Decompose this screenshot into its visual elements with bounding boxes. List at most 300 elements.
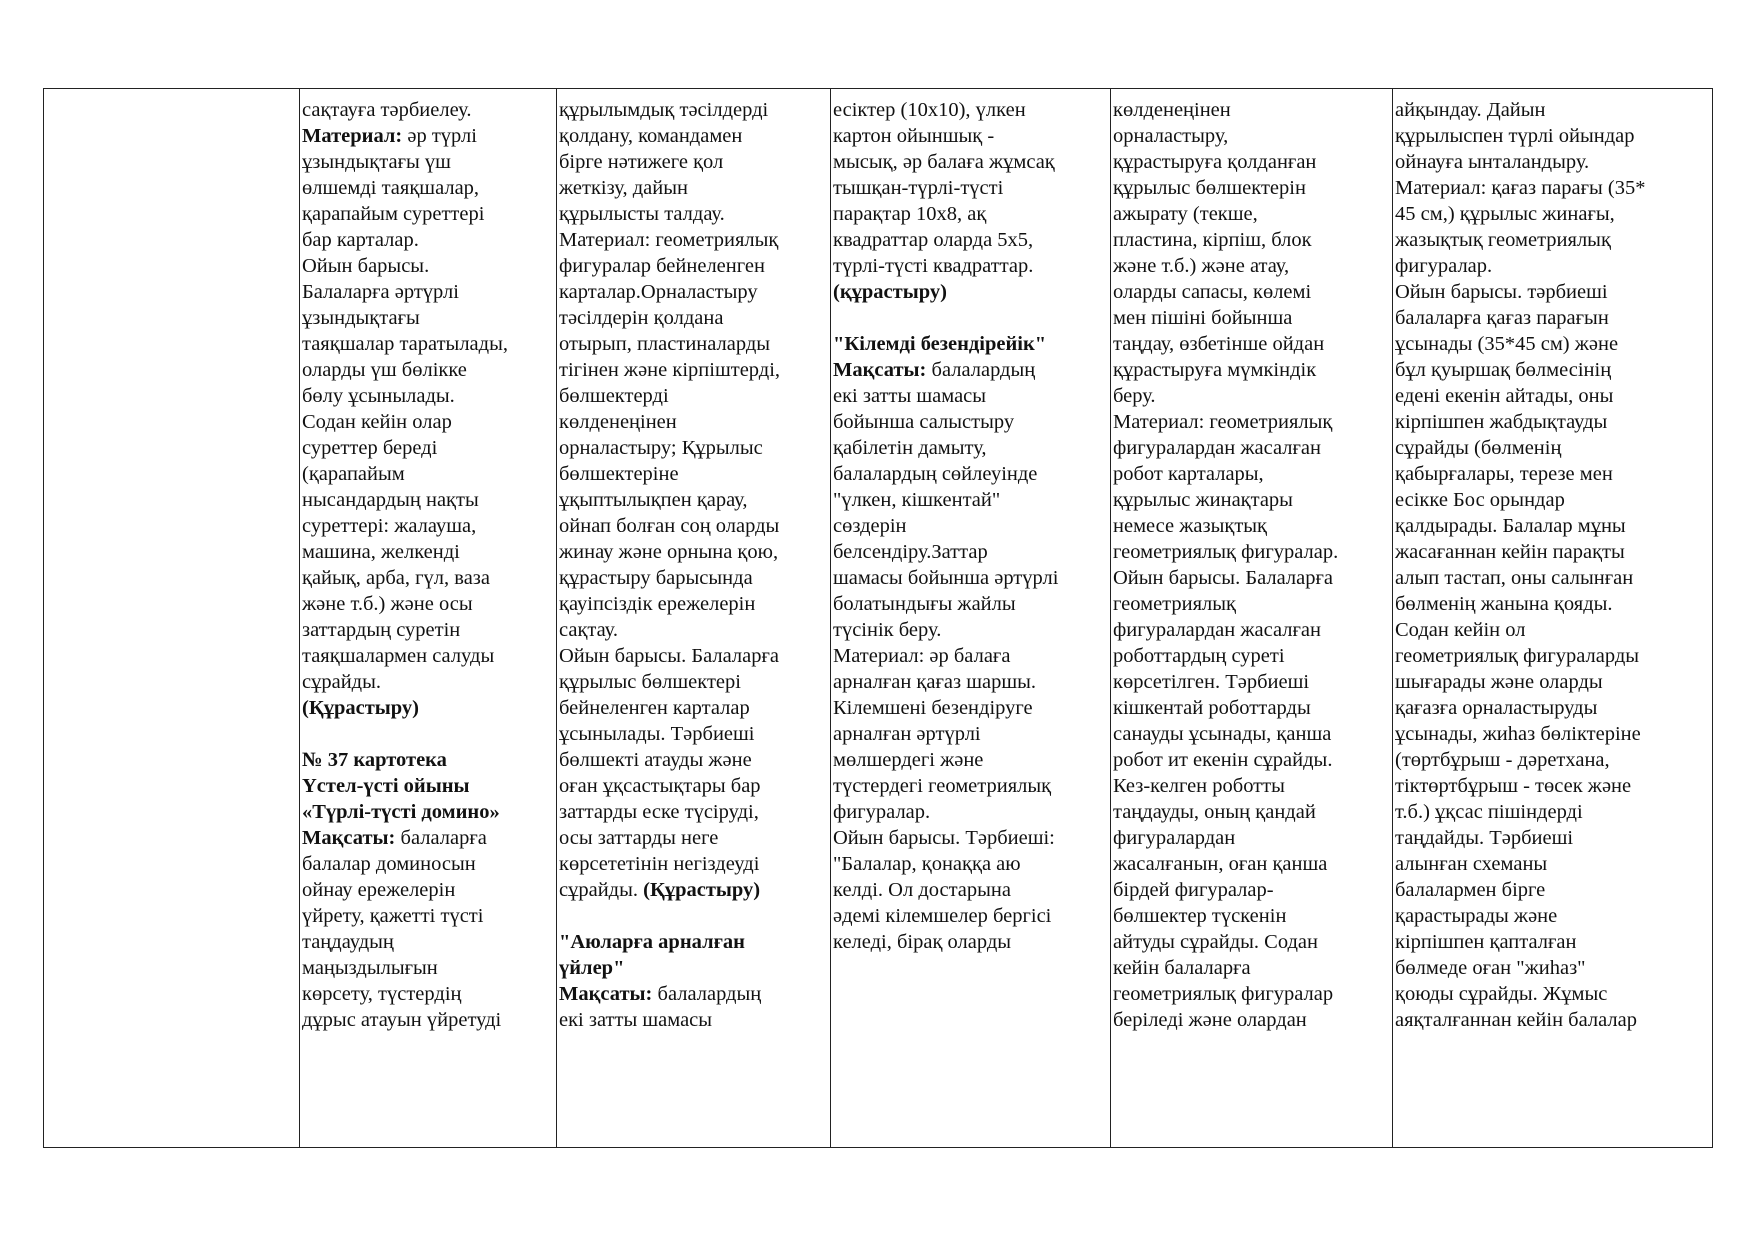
cell-line xyxy=(559,747,828,773)
cell-line xyxy=(833,201,1108,227)
text-run: таяқшалармен салуды xyxy=(302,645,495,667)
cell-line xyxy=(1113,279,1390,305)
text-run: қарастырады және xyxy=(1395,905,1558,927)
table-cell-thursday xyxy=(1111,89,1393,1148)
cell-line xyxy=(302,357,554,383)
text-run: екі затты шамасы xyxy=(833,385,987,407)
text-run: арналған әртүрлі xyxy=(833,723,981,745)
text-run: фигуралар бейнеленген xyxy=(559,255,765,277)
text-run: робот ит екенін сұрайды. xyxy=(1113,749,1333,771)
cell-line xyxy=(1395,279,1710,305)
cell-line xyxy=(1395,669,1710,695)
cell-line xyxy=(302,643,554,669)
text-run: парақтар 10х8, ақ xyxy=(833,203,987,225)
text-run: бөлмеде оған "жиһаз" xyxy=(1395,957,1586,979)
cell-line xyxy=(1113,175,1390,201)
cell-line xyxy=(1395,149,1710,175)
cell-line xyxy=(302,149,554,175)
bold-run: "Кілемді безендірейік" xyxy=(833,333,1047,355)
text-run: балаларға xyxy=(395,827,487,849)
cell-line xyxy=(302,799,554,825)
cell-line xyxy=(1395,981,1710,1007)
cell-line xyxy=(833,773,1108,799)
bold-run: (Құрастыру) xyxy=(302,697,419,719)
cell-line xyxy=(1113,851,1390,877)
text-run: сұрайды. xyxy=(302,671,381,693)
cell-line xyxy=(1113,669,1390,695)
text-run: Ойын барысы. xyxy=(302,255,430,277)
cell-line xyxy=(302,435,554,461)
text-run: балалар доминосын xyxy=(302,853,476,875)
cell-line xyxy=(1113,461,1390,487)
text-run: квадраттар оларда 5х5, xyxy=(833,229,1034,251)
cell-line xyxy=(833,435,1108,461)
cell-line xyxy=(1395,773,1710,799)
cell-line xyxy=(833,929,1108,955)
text-run: жасағаннан кейін парақты xyxy=(1395,541,1625,563)
text-run: бірге нәтижеге қол xyxy=(559,151,724,173)
text-run: алып тастап, оны салынған xyxy=(1395,567,1634,589)
text-run: қауіпсіздік ережелерін xyxy=(559,593,756,615)
cell-line xyxy=(833,487,1108,513)
cell-line xyxy=(559,383,828,409)
cell-line xyxy=(302,955,554,981)
cell-line xyxy=(833,253,1108,279)
cell-line xyxy=(302,565,554,591)
bold-run: Материал: xyxy=(302,125,403,147)
cell-line xyxy=(559,357,828,383)
text-run: тіктөртбұрыш - төсек және xyxy=(1395,775,1632,797)
cell-line xyxy=(559,227,828,253)
text-run: Ойын барысы. тәрбиеші xyxy=(1395,281,1608,303)
cell-line xyxy=(1395,201,1710,227)
text-run: құрастыруға мүмкіндік xyxy=(1113,359,1317,381)
text-run: қабырғалары, терезе мен xyxy=(1395,463,1613,485)
text-run: отырып, пластиналарды xyxy=(559,333,771,355)
bold-run: Үстел-үсті ойыны xyxy=(302,775,470,797)
text-run: мөлшердегі және xyxy=(833,749,984,771)
cell-line xyxy=(559,279,828,305)
cell-line xyxy=(559,695,828,721)
text-run: бөлшекті атауды және xyxy=(559,749,752,771)
cell-line xyxy=(833,97,1108,123)
cell-line xyxy=(302,487,554,513)
bold-run: Мақсаты: xyxy=(302,827,396,849)
text-run: түрлі-түсті квадраттар. xyxy=(833,255,1034,277)
text-run: арналған қағаз шаршы. xyxy=(833,671,1037,693)
text-run: әдемі кілемшелер бергісі xyxy=(833,905,1052,927)
text-run: құрылыс бөлшектерін xyxy=(1113,177,1306,199)
cell-line xyxy=(833,227,1108,253)
text-run: құрылымдық тәсілдерді xyxy=(559,99,769,121)
cell-line xyxy=(559,591,828,617)
text-run: құрылысты талдау. xyxy=(559,203,725,225)
text-run: Кілемшені безендіруге xyxy=(833,697,1033,719)
text-run: суреттері: жалауша, xyxy=(302,515,477,537)
text-run: жасалғанын, оған қанша xyxy=(1113,853,1328,875)
text-run: ұзындықтағы xyxy=(302,307,420,329)
text-run: орналастыру; Құрылыс xyxy=(559,437,763,459)
cell-line xyxy=(833,903,1108,929)
cell-line xyxy=(1395,513,1710,539)
text-run: машина, желкенді xyxy=(302,541,460,563)
text-run: жазықтық геометриялық xyxy=(1395,229,1611,251)
cell-line xyxy=(302,461,554,487)
text-run: балалармен бірге xyxy=(1395,879,1546,901)
cell-line xyxy=(559,409,828,435)
cell-line xyxy=(559,331,828,357)
bold-run: № 37 картотека xyxy=(302,749,447,771)
text-run: санауды ұсынады, қанша xyxy=(1113,723,1332,745)
cell-line xyxy=(559,123,828,149)
text-run: шамасы бойынша әртүрлі xyxy=(833,567,1059,589)
text-run: жеткізу, дайын xyxy=(559,177,688,199)
cell-line xyxy=(1395,1007,1710,1033)
text-run: бөлшектеріне xyxy=(559,463,679,485)
cell-line xyxy=(559,97,828,123)
text-run: белсендіру.Заттар xyxy=(833,541,988,563)
cell-line xyxy=(1113,487,1390,513)
cell-line xyxy=(1395,383,1710,409)
text-run: робот карталары, xyxy=(1113,463,1264,485)
table-cell-friday xyxy=(1393,89,1713,1148)
text-run: аяқталғаннан кейін балалар xyxy=(1395,1009,1637,1031)
cell-line xyxy=(302,513,554,539)
cell-line xyxy=(302,773,554,799)
cell-line xyxy=(1113,825,1390,851)
cell-line xyxy=(1113,227,1390,253)
text-run: шығарады және оларды xyxy=(1395,671,1603,693)
text-run: кішкентай роботтарды xyxy=(1113,697,1311,719)
text-run: кейін балаларға xyxy=(1113,957,1251,979)
cell-line xyxy=(302,123,554,149)
text-run: мен пішіні бойынша xyxy=(1113,307,1293,329)
cell-line xyxy=(559,565,828,591)
cell-line xyxy=(833,565,1108,591)
cell-line xyxy=(1395,747,1710,773)
text-run: және т.б.) және атау, xyxy=(1113,255,1290,277)
text-run: балалардың xyxy=(652,983,762,1005)
table-cell-tuesday xyxy=(557,89,831,1148)
text-run: тышқан-түрлі-түсті xyxy=(833,177,1004,199)
text-run: оларды сапасы, көлемі xyxy=(1113,281,1312,303)
text-run: "үлкен, кішкентай" xyxy=(833,489,1001,511)
cell-line xyxy=(1395,565,1710,591)
text-run: қалдырады. Балалар мұны xyxy=(1395,515,1626,537)
table-cell-wednesday xyxy=(831,89,1111,1148)
text-run: осы заттарды неге xyxy=(559,827,719,849)
cell-line xyxy=(1113,435,1390,461)
cell-line xyxy=(1113,747,1390,773)
text-run: геометриялық xyxy=(1113,593,1236,615)
text-run: құрылыспен түрлі ойындар xyxy=(1395,125,1635,147)
text-run: Ойын барысы. Балаларға xyxy=(559,645,779,667)
cell-line xyxy=(559,305,828,331)
text-run: мысық, әр балаға жұмсақ xyxy=(833,151,1055,173)
cell-line xyxy=(833,123,1108,149)
cell-line xyxy=(833,721,1108,747)
cell-line xyxy=(302,929,554,955)
cell-line xyxy=(833,175,1108,201)
cell-line xyxy=(1395,409,1710,435)
text-run: айтуды сұрайды. Содан xyxy=(1113,931,1318,953)
text-run: көрсету, түстердің xyxy=(302,983,462,1005)
cell-line xyxy=(302,617,554,643)
table-cell-monday xyxy=(300,89,557,1148)
cell-line xyxy=(559,201,828,227)
text-run: 45 см,) құрылыс жинағы, xyxy=(1395,203,1615,225)
cell-line xyxy=(1395,591,1710,617)
text-run: алынған схеманы xyxy=(1395,853,1548,875)
cell-line xyxy=(559,513,828,539)
cell-line xyxy=(1113,643,1390,669)
cell-line xyxy=(1113,253,1390,279)
text-run: ажырату (текше, xyxy=(1113,203,1258,225)
bold-run: Мақсаты: xyxy=(559,983,653,1005)
cell-line xyxy=(833,409,1108,435)
text-run: сақтауға тәрбиелеу. xyxy=(302,99,472,121)
text-run: нысандардың нақты xyxy=(302,489,479,511)
cell-line xyxy=(1395,305,1710,331)
cell-line xyxy=(1113,123,1390,149)
text-run: тәсілдерін қолдана xyxy=(559,307,724,329)
text-run: геометриялық фигураларды xyxy=(1395,645,1640,667)
cell-line xyxy=(1113,513,1390,539)
cell-line xyxy=(1113,331,1390,357)
text-run: қағазға орналастыруды xyxy=(1395,697,1598,719)
cell-line xyxy=(1395,461,1710,487)
cell-line xyxy=(833,877,1108,903)
cell-line xyxy=(1113,305,1390,331)
cell-line xyxy=(1395,877,1710,903)
cell-line xyxy=(1395,123,1710,149)
cell-line xyxy=(1395,357,1710,383)
cell-line xyxy=(833,149,1108,175)
cell-line xyxy=(1113,149,1390,175)
text-run: келеді, бірақ оларды xyxy=(833,931,1012,953)
cell-line xyxy=(302,409,554,435)
cell-line xyxy=(1395,851,1710,877)
cell-line xyxy=(833,383,1108,409)
text-run: беріледі және олардан xyxy=(1113,1009,1307,1031)
text-run: келді. Ол достарына xyxy=(833,879,1012,901)
cell-line xyxy=(302,227,554,253)
text-run: Содан кейін олар xyxy=(302,411,452,433)
cell-line xyxy=(1395,825,1710,851)
text-run: фигуралардан жасалған xyxy=(1113,437,1321,459)
text-run: картон ойыншық - xyxy=(833,125,995,147)
cell-line xyxy=(1113,1007,1390,1033)
text-run: бейнеленген карталар xyxy=(559,697,750,719)
cell-line xyxy=(1395,903,1710,929)
text-run: құрастыру барысында xyxy=(559,567,753,589)
text-run: қоюды сұрайды. Жұмыс xyxy=(1395,983,1608,1005)
cell-line xyxy=(559,851,828,877)
cell-line xyxy=(559,721,828,747)
cell-line xyxy=(302,721,554,747)
cell-line xyxy=(302,539,554,565)
text-run: (қарапайым xyxy=(302,463,405,485)
text-run: дұрыс атауын үйретуді xyxy=(302,1009,502,1031)
cell-line xyxy=(559,669,828,695)
cell-line xyxy=(833,851,1108,877)
text-run: әр түрлі xyxy=(402,125,477,147)
cell-line xyxy=(833,331,1108,357)
text-run: ойнап болған соң оларды xyxy=(559,515,780,537)
cell-line xyxy=(302,201,554,227)
text-run: заттарды еске түсіруді, xyxy=(559,801,759,823)
cell-line xyxy=(302,877,554,903)
text-run: ойнау ережелерін xyxy=(302,879,456,901)
cell-line xyxy=(833,617,1108,643)
cell-line xyxy=(1113,617,1390,643)
lesson-plan-table xyxy=(43,88,1713,1148)
bold-run: "Аюларға арналған xyxy=(559,931,745,953)
cell-line xyxy=(559,487,828,513)
text-run: жинау және орнына қою, xyxy=(559,541,779,563)
text-run: Содан кейін ол xyxy=(1395,619,1526,641)
text-run: Балаларға әртүрлі xyxy=(302,281,459,303)
text-run: бөлу ұсынылады. xyxy=(302,385,455,407)
cell-line xyxy=(1113,97,1390,123)
text-run: беру. xyxy=(1113,385,1156,407)
text-run: оларды үш бөлікке xyxy=(302,359,467,381)
text-run: бірдей фигуралар- xyxy=(1113,879,1274,901)
text-run: ұсынады (35*45 см) және xyxy=(1395,333,1619,355)
cell-line xyxy=(559,1007,828,1033)
cell-line xyxy=(1395,175,1710,201)
cell-line xyxy=(833,695,1108,721)
cell-line xyxy=(559,825,828,851)
text-run: орналастыру, xyxy=(1113,125,1229,147)
text-run: бар карталар. xyxy=(302,229,419,251)
cell-line xyxy=(1395,695,1710,721)
cell-line xyxy=(559,539,828,565)
cell-line xyxy=(302,825,554,851)
text-run: өлшемді таяқшалар, xyxy=(302,177,480,199)
bold-run: «Түрлі-түсті домино» xyxy=(302,801,500,823)
cell-line xyxy=(559,643,828,669)
text-run: геометриялық фигуралар xyxy=(1113,983,1334,1005)
text-run: немесе жазықтық xyxy=(1113,515,1268,537)
cell-line xyxy=(559,877,828,903)
text-run: түсінік беру. xyxy=(833,619,942,641)
text-run: екі затты шамасы xyxy=(559,1009,713,1031)
cell-line xyxy=(1395,539,1710,565)
cell-line xyxy=(302,981,554,1007)
text-run: суреттер береді xyxy=(302,437,438,459)
cell-line xyxy=(1395,227,1710,253)
cell-line xyxy=(1113,981,1390,1007)
cell-line xyxy=(833,461,1108,487)
text-run: таңдаудың xyxy=(302,931,394,953)
text-run: ойнауға ынталандыру. xyxy=(1395,151,1590,173)
text-run: құрастыруға қолданған xyxy=(1113,151,1317,173)
cell-line xyxy=(1113,383,1390,409)
text-run: Ойын барысы. Тәрбиеші: xyxy=(833,827,1055,849)
text-run: таңдайды. Тәрбиеші xyxy=(1395,827,1574,849)
bold-run: үйлер" xyxy=(559,957,625,979)
text-run: үйрету, қажетті түсті xyxy=(302,905,484,927)
text-run: ұсынады, жиһаз бөліктеріне xyxy=(1395,723,1641,745)
text-run: маңыздылығын xyxy=(302,957,438,979)
cell-line xyxy=(833,357,1108,383)
cell-line xyxy=(1395,253,1710,279)
cell-line xyxy=(302,669,554,695)
cell-line xyxy=(833,305,1108,331)
cell-line xyxy=(1113,799,1390,825)
text-run: сұрайды. xyxy=(559,879,644,901)
text-run: Ойын барысы. Балаларға xyxy=(1113,567,1333,589)
cell-line xyxy=(559,175,828,201)
cell-line xyxy=(1395,929,1710,955)
text-run: фигуралардан жасалған xyxy=(1113,619,1321,641)
cell-line xyxy=(302,305,554,331)
cell-line xyxy=(833,799,1108,825)
text-run: түстердегі геометриялық xyxy=(833,775,1052,797)
text-run: бұл қуыршақ бөлмесінің xyxy=(1395,359,1612,381)
cell-line xyxy=(833,669,1108,695)
cell-line xyxy=(559,903,828,929)
text-run: Материал: әр балаға xyxy=(833,645,1011,667)
cell-line xyxy=(1395,617,1710,643)
bold-run: (құрастыру) xyxy=(833,281,947,303)
text-run: балалардың сөйлеуінде xyxy=(833,463,1038,485)
text-run: Материал: қағаз парағы (35* xyxy=(1395,177,1646,199)
cell-line xyxy=(559,435,828,461)
text-run: геометриялық фигуралар. xyxy=(1113,541,1339,563)
text-run: сұрайды (бөлменің xyxy=(1395,437,1562,459)
text-run: қарапайым суреттері xyxy=(302,203,485,225)
text-run: таңдау, өзбетінше ойдан xyxy=(1113,333,1325,355)
cell-line xyxy=(1395,643,1710,669)
text-run: пластина, кірпіш, блок xyxy=(1113,229,1312,251)
text-run: және т.б.) және осы xyxy=(302,593,473,615)
cell-line xyxy=(302,1007,554,1033)
text-run: қайық, арба, гүл, ваза xyxy=(302,567,490,589)
text-run: "Балалар, қонаққа аю xyxy=(833,853,1021,875)
text-run: Материал: геометриялық xyxy=(559,229,779,251)
text-run: айқындау. Дайын xyxy=(1395,99,1546,121)
cell-line xyxy=(833,825,1108,851)
cell-line xyxy=(559,461,828,487)
text-run: болатындығы жайлы xyxy=(833,593,1016,615)
text-run: едені екенін айтады, оны xyxy=(1395,385,1614,407)
cell-line xyxy=(302,591,554,617)
cell-line xyxy=(559,149,828,175)
cell-line xyxy=(1113,695,1390,721)
text-run: таңдауды, оның қандай xyxy=(1113,801,1316,823)
cell-line xyxy=(302,175,554,201)
text-run: роботтардың суреті xyxy=(1113,645,1285,667)
cell-line xyxy=(1395,97,1710,123)
cell-line xyxy=(559,929,828,955)
text-run: құрылыс бөлшектері xyxy=(559,671,741,693)
cell-line xyxy=(1395,487,1710,513)
text-run: оған ұқсастықтары бар xyxy=(559,775,761,797)
cell-line xyxy=(1113,877,1390,903)
cell-line xyxy=(1113,201,1390,227)
table-row xyxy=(44,89,1713,1148)
cell-line xyxy=(302,97,554,123)
cell-line xyxy=(302,903,554,929)
text-run: бөлшектерді xyxy=(559,385,669,407)
text-run: бөлменің жанына қояды. xyxy=(1395,593,1613,615)
text-run: ұсынылады. Тәрбиеші xyxy=(559,723,755,745)
cell-line xyxy=(1395,435,1710,461)
cell-line xyxy=(559,253,828,279)
cell-line xyxy=(833,279,1108,305)
